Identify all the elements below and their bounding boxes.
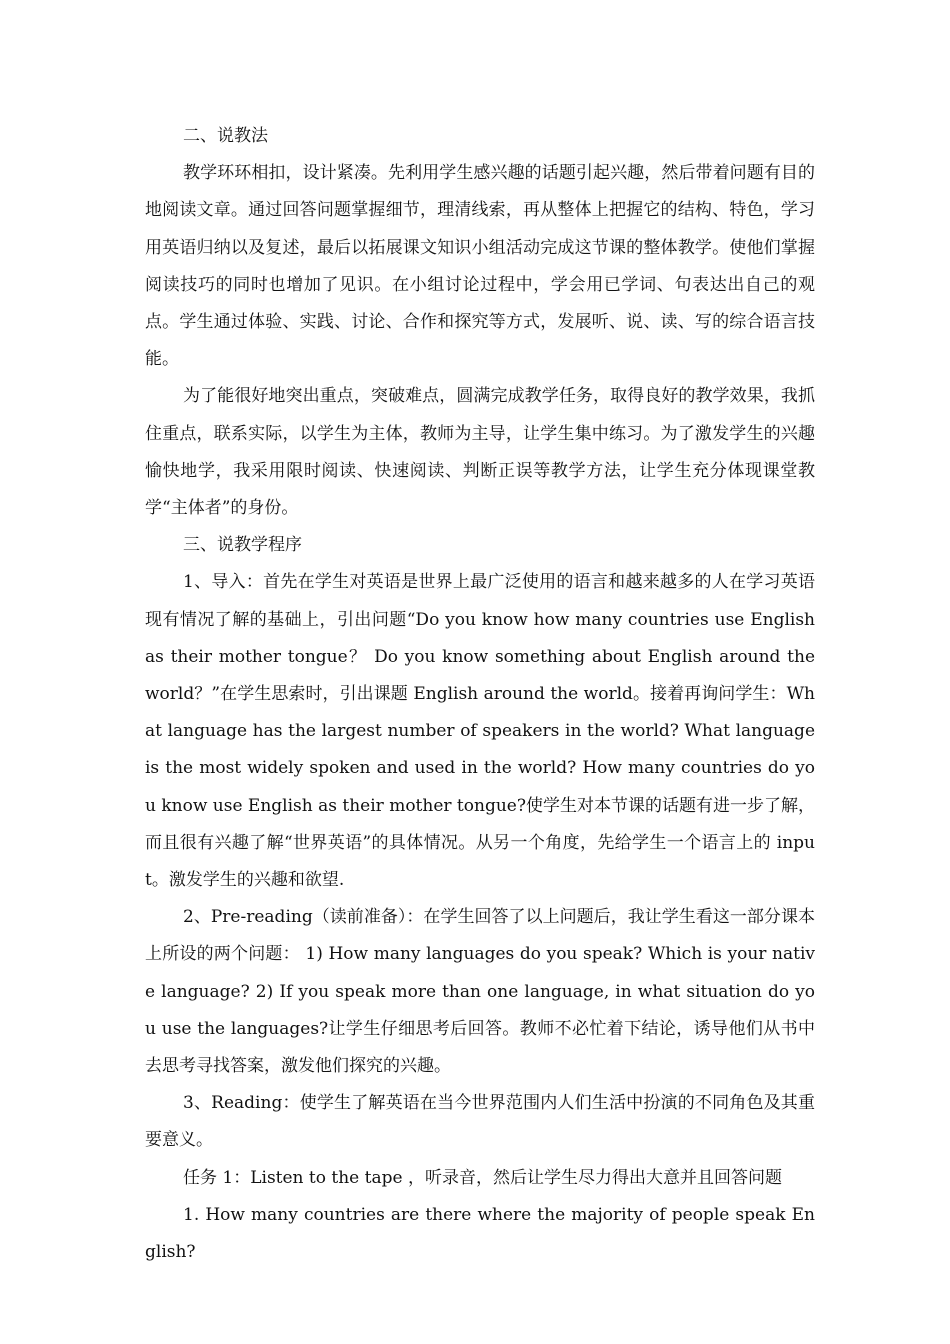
paragraph-task-1: 任务 1：Listen to the tape ，听录音，然后让学生尽力得出大意并且回答问题 <box>183 1167 782 1188</box>
paragraph-lead-in: 1、导入：首先在学生对英语是世界上最广泛使用的语言和越来越多的人在学习英语现有情况了解的基础上，引出问题“Do you know how many countries use English as their mother tongue？ Do you know something about English around the world？”在学生思索时，引出课题 English around the world。接着再询问学生：What language has the largest number of speakers in the world? What language is the most widely spoken and used in the world? How many countries do you know use English as their mother tongue?使学生对本节课的话题有进一步了解，而且很有兴趣了解“世界英语”的具体情况。从另一个角度，先给学生一个语言上的 input。激发学生的兴趣和欲望. <box>145 572 815 891</box>
document-body <box>145 118 815 1271</box>
paragraph-methods-1: 教学环环相扣，设计紧凑。先利用学生感兴趣的话题引起兴趣，然后带着问题有目的地阅读文章。通过回答问题掌握细节，理清线索，再从整体上把握它的结构、特色，学习用英语归纳以及复述，最后以拓展课文知识小组活动完成这节课的整体教学。使他们掌握阅读技巧的同时也增加了见识。在小组讨论过程中，学会用已学词、句表达出自己的观点。学生通过体验、实践、讨论、合作和探究等方式，发展听、说、读、写的综合语言技能。 <box>145 163 815 370</box>
heading-teaching-procedure: 三、说教学程序 <box>183 535 302 556</box>
paragraph-pre-reading: 2、Pre-reading（读前准备）：在学生回答了以上问题后，我让学生看这一部分课本上所设的两个问题： 1) How many languages do you speak? Which is your native language? 2) If you speak more than one language, in what situation do you use the languages?让学生仔细思考后回答。教师不必忙着下结论，诱导他们从书中去思考寻找答案，激发他们探究的兴趣。 <box>145 907 815 1077</box>
paragraph-methods-2: 为了能很好地突出重点，突破难点，圆满完成教学任务，取得良好的教学效果，我抓住重点，联系实际，以学生为主体，教师为主导，让学生集中练习。为了激发学生的兴趣愉快地学，我采用限时阅读、快速阅读、判断正误等教学方法，让学生充分体现课堂教学“主体者”的身份。 <box>145 386 815 519</box>
paragraph-reading: 3、Reading：使学生了解英语在当今世界范围内人们生活中扮演的不同角色及其重要意义。 <box>145 1093 815 1151</box>
paragraph-question-1: 1. How many countries are there where the majority of people speak English? <box>145 1204 815 1263</box>
heading-teaching-methods: 二、说教法 <box>183 126 268 146</box>
